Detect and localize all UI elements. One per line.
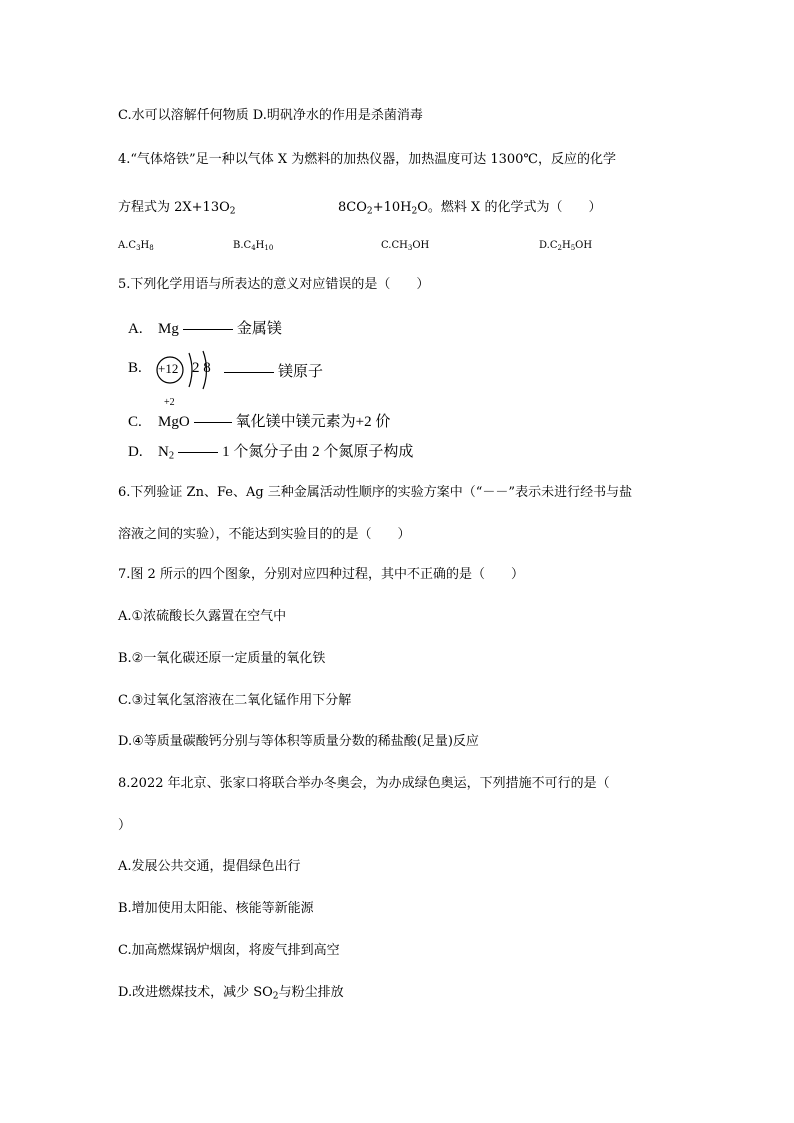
atom-shell-electrons: 2 8 xyxy=(192,360,211,376)
q8-option-d-pre: D.改进燃煤技术，减少 SO xyxy=(118,985,273,1000)
q4-option-b xyxy=(233,240,273,252)
q4-option-d-post: OH xyxy=(575,240,593,251)
q5-d-desc: 1 个氮分子由 2 个氮原子构成 xyxy=(222,444,414,460)
q5-b-label: B. xyxy=(128,360,142,376)
q8-option-c: C.加高燃煤锅炉烟囱，将废气排到高空 xyxy=(118,943,340,958)
q7-option-d: D.④等质量碳酸钙分别与等体积等质量分数的稀盐酸(足量)反应 xyxy=(118,734,479,749)
q4-option-c-mid: OH xyxy=(412,240,430,251)
q4-option-a-s2: 8 xyxy=(149,243,154,252)
q5-a-formula: Mg xyxy=(158,321,179,337)
q4-option-d-s1: 2 xyxy=(557,243,562,252)
q4-option-c-pre: C.CH xyxy=(381,240,408,251)
q4-option-b-s2: 10 xyxy=(264,243,274,252)
dash-line xyxy=(178,452,218,453)
q5-a-label: A. xyxy=(128,321,143,337)
q7-option-c: C.③过氧化氢溶液在二氧化锰作用下分解 xyxy=(118,693,352,708)
q4-option-a-pre: A.C xyxy=(118,240,137,251)
q4-option-c-s1: 3 xyxy=(407,243,413,252)
q5-option-a xyxy=(128,317,282,338)
q8-stem-line2: ） xyxy=(118,818,132,833)
q4-option-d-mid: H xyxy=(561,240,571,251)
q4-eq-right-sub2: 2 xyxy=(411,206,418,217)
q5-b-desc-row xyxy=(220,360,323,381)
q8-option-d xyxy=(118,985,344,1004)
q5-stem: 5.下列化学用语与所表达的意义对应错误的是（ ） xyxy=(118,277,430,292)
q7-option-a: A.①浓硫酸长久露置在空气中 xyxy=(118,609,287,624)
q4-equation-left-sub: 2 xyxy=(229,206,236,217)
q5-a-desc: 金属镁 xyxy=(236,321,282,337)
q5-d-sub: 2 xyxy=(168,450,175,462)
q4-option-d-pre: D.C xyxy=(539,240,558,251)
q8-option-d-post: 与粉尘排放 xyxy=(278,985,344,1000)
q4-equation-left xyxy=(118,200,236,219)
q4-option-a xyxy=(118,240,154,252)
q5-c-formula: MgO xyxy=(158,414,190,430)
q8-stem-line1: 8.2022 年北京、张家口将联合举办冬奥会，为办成绿色奥运，下列措施不可行的是（ xyxy=(118,776,610,791)
q7-stem: 7.图 2 所示的四个图象，分别对应四种过程，其中不正确的是（ ） xyxy=(118,567,524,582)
q6-stem-line1: 6.下列验证 Zn、Fe、Ag 三种金属活动性顺序的实验方案中（“－－”表示未进行经书与盐 xyxy=(118,485,633,500)
q5-d-label: D. xyxy=(128,444,143,460)
q4-eq-right-sub: 2 xyxy=(366,206,373,217)
q4-option-b-mid: H xyxy=(255,240,265,251)
q4-eq-right-a: 8CO xyxy=(338,200,367,215)
q5-option-c xyxy=(128,410,390,431)
q4-equation-right xyxy=(338,200,601,219)
q8-option-b: B.增加使用太阳能、核能等新能源 xyxy=(118,901,314,916)
dash-line xyxy=(224,372,274,373)
q5-d-formula: N xyxy=(158,444,169,460)
q5-b-desc: 镁原子 xyxy=(278,364,324,380)
dash-line xyxy=(183,329,233,330)
q5-c-desc: 氧化镁中镁元素为+2 价 xyxy=(235,414,391,430)
q4-stem-line1: 4.“气体烙铁”足一种以气体 X 为燃料的加热仪器，加热温度可达 1300℃，反应的化学 xyxy=(118,152,616,167)
q7-option-b: B.②一氧化碳还原一定质量的氧化铁 xyxy=(118,651,326,666)
q5-c-label: C. xyxy=(128,414,142,430)
q4-option-c xyxy=(381,240,429,252)
q4-equation-left-text: 方程式为 2X+13O xyxy=(118,200,230,215)
q4-option-b-pre: B.C xyxy=(233,240,252,251)
q5-option-d xyxy=(128,440,413,462)
q8-option-a: A.发展公共交通，提倡绿色出行 xyxy=(118,859,301,874)
q4-option-a-mid: H xyxy=(140,240,150,251)
q4-option-d xyxy=(539,240,592,252)
q6-stem-line2: 溶液之间的实验），不能达到实验目的的是（ ） xyxy=(118,527,411,542)
q4-eq-right-b: +10H xyxy=(372,200,412,215)
q4-option-d-s2: 5 xyxy=(570,243,576,252)
q4-eq-right-c: O。燃料 X 的化学式为（ ） xyxy=(417,200,602,215)
q8-option-d-sub: 2 xyxy=(272,991,279,1002)
q4-option-a-s1: 3 xyxy=(136,243,141,252)
q5-c-valence: +2 xyxy=(164,397,175,408)
q3-options-cd: C.水可以溶解仟何物质 D.明矾净水的作用是杀菌消毒 xyxy=(118,108,423,123)
atom-nucleus-charge: +12 xyxy=(158,361,179,376)
q4-option-b-s1: 4 xyxy=(251,243,256,252)
dash-line xyxy=(194,422,232,423)
